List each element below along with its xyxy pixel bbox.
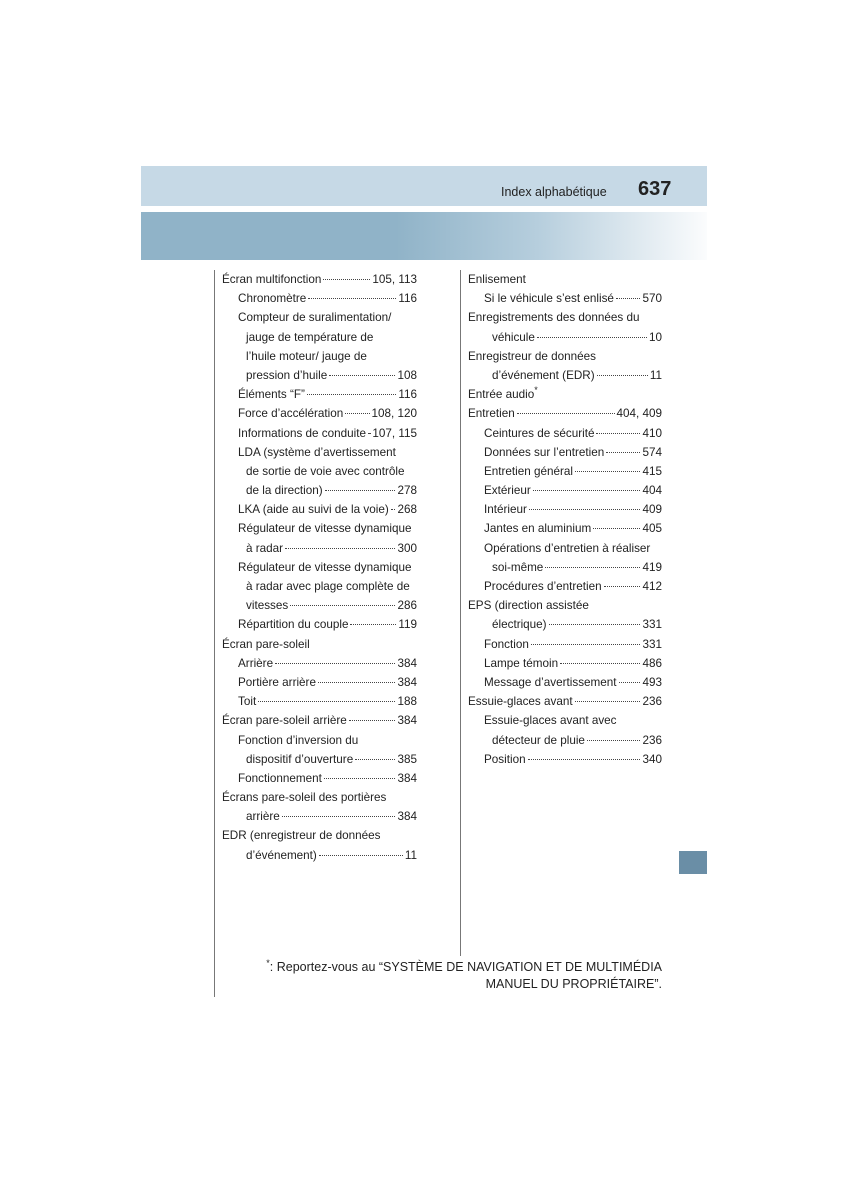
dot-leader: [368, 433, 370, 434]
index-entry: [222, 404, 417, 423]
dot-leader: [560, 663, 640, 664]
index-entry-page: 384: [397, 714, 417, 728]
index-entry-term: Entretien: [468, 407, 515, 421]
index-entry: [468, 731, 662, 750]
index-entry-term: détecteur de pluie: [492, 733, 585, 747]
dot-leader: [593, 528, 640, 529]
index-entry-page: 486: [642, 656, 662, 670]
index-entry-term: Régulateur de vitesse dynamique: [238, 560, 412, 574]
index-entry-term: Lampe témoin: [484, 656, 559, 670]
index-entry-page: 116: [398, 388, 417, 402]
index-entry: [222, 577, 417, 596]
index-entry-term: Écrans pare-soleil des portières: [222, 791, 387, 805]
index-entry: [222, 769, 417, 788]
index-entry-term: électrique): [492, 618, 547, 632]
dot-leader: [391, 509, 396, 510]
index-entry: [468, 385, 662, 404]
index-entry-term: LDA (système d’avertissement: [238, 445, 396, 459]
index-entry-term: EDR (enregistreur de données: [222, 829, 381, 843]
dot-leader: [597, 375, 648, 376]
index-entry-page: 384: [397, 656, 417, 670]
index-entry-page: 340: [642, 752, 662, 766]
index-entry-term: Enregistrements des données du: [468, 311, 640, 325]
index-entry: [468, 635, 662, 654]
dot-leader: [549, 624, 641, 625]
index-entry-term: de sortie de voie avec contrôle: [246, 464, 405, 478]
header-gradient-band: [141, 212, 707, 260]
index-entry-page: 331: [642, 618, 662, 632]
header-bar: [141, 166, 707, 206]
index-entry-page: 11: [649, 368, 662, 382]
index-entry-term: Informations de conduite: [238, 426, 366, 440]
index-entry-term: Procédures d’entretien: [484, 580, 602, 593]
dot-leader: [324, 778, 396, 779]
index-entry: [222, 481, 417, 500]
dot-leader: [537, 337, 647, 338]
footnote-line-1: [266, 960, 662, 974]
index-entry: [222, 270, 417, 289]
index-entry-term: Compteur de suralimentation/: [238, 311, 392, 325]
index-entry-term: Essuie-glaces avant: [468, 695, 573, 709]
index-entry-term: d’événement): [246, 848, 317, 862]
index-entry-page: 331: [642, 637, 662, 651]
index-entry: [468, 539, 662, 558]
index-entry: [468, 270, 662, 289]
index-entry-term: Fonction: [484, 637, 529, 651]
index-entry-page: 493: [642, 675, 662, 689]
index-entry-page: 415: [642, 464, 662, 478]
index-entry-term: l’huile moteur/ jauge de: [246, 349, 367, 363]
page-number: 637: [638, 178, 672, 200]
dot-leader: [355, 759, 395, 760]
index-entry-term: Intérieur: [484, 503, 527, 517]
dot-leader: [290, 605, 395, 606]
dot-leader: [619, 682, 641, 683]
index-entry: [468, 366, 662, 385]
index-entry-page: 188: [397, 695, 417, 709]
index-entry-term: Arrière: [238, 656, 274, 670]
index-entry-term: Opérations d’entretien à réaliser: [484, 541, 651, 555]
index-entry-term: Écran pare-soleil: [222, 637, 310, 651]
index-entry-term: véhicule: [492, 330, 535, 344]
index-entry-term: Fonctionnement: [238, 771, 322, 785]
index-entry-term: d’événement (EDR): [492, 368, 595, 382]
dot-leader: [349, 720, 396, 721]
column-divider: [460, 270, 461, 956]
index-entry: [468, 289, 662, 308]
index-entry-page: 268: [397, 503, 417, 517]
index-entry-term: LKA (aide au suivi de la voie): [238, 503, 389, 517]
index-entry-term: Écran multifonction: [222, 273, 322, 286]
index-entry-page: 404: [642, 484, 662, 498]
index-entry: [222, 788, 417, 807]
index-entry-term: Essuie-glaces avant avec: [484, 714, 617, 728]
index-entry: [222, 731, 417, 750]
dot-leader: [258, 701, 395, 702]
index-entry-page: 384: [397, 810, 417, 824]
dot-leader: [575, 701, 641, 702]
index-entry-term: Portière arrière: [238, 675, 316, 689]
index-entry: [468, 673, 662, 692]
dot-leader: [604, 586, 641, 587]
index-entry-term: Si le véhicule s’est enlisé: [484, 292, 614, 306]
footnote-line-2: MANUEL DU PROPRIÉTAIRE”.: [485, 977, 662, 991]
index-entry: [468, 692, 662, 711]
index-entry: [468, 462, 662, 481]
index-entry-page: 384: [397, 771, 417, 785]
index-entry-page: 412: [642, 580, 662, 593]
index-entry-term: dispositif d’ouverture: [246, 752, 354, 766]
index-entry-term: soi-même: [492, 560, 544, 574]
index-entry-term: de la direction): [246, 484, 323, 498]
dot-leader: [350, 624, 396, 625]
dot-leader: [616, 298, 641, 299]
index-entry: [468, 519, 662, 538]
index-entry-term: Éléments “F”: [238, 388, 305, 402]
index-entry: [222, 462, 417, 481]
dot-leader: [345, 413, 369, 414]
index-entry: [468, 443, 662, 462]
dot-leader: [575, 471, 640, 472]
index-entry: [468, 328, 662, 347]
dot-leader: [318, 682, 396, 683]
index-entry-term: Régulateur de vitesse dynamique: [238, 522, 412, 536]
index-entry: [222, 846, 417, 865]
index-entry-term: Enregistreur de données: [468, 349, 596, 363]
index-entry: [222, 289, 417, 308]
index-entry: [468, 711, 662, 730]
footnote-star: *: [266, 958, 270, 968]
dot-leader: [329, 375, 395, 376]
index-entry-term: Position: [484, 752, 526, 766]
index-entry-page: 300: [397, 541, 417, 555]
dot-leader: [587, 740, 641, 741]
index-entry-page: 278: [397, 484, 417, 498]
index-entry: [222, 385, 417, 404]
index-entry-term: Chronomètre: [238, 292, 307, 306]
index-entry-page: 404, 409: [616, 407, 662, 421]
dot-leader: [606, 452, 640, 453]
index-entry-page: 574: [642, 445, 662, 459]
dot-leader: [545, 567, 640, 568]
index-entry: [222, 500, 417, 519]
index-entry: [222, 366, 417, 385]
index-entry-page: 385: [397, 752, 417, 766]
index-entry: [468, 577, 662, 596]
dot-leader: [529, 509, 641, 510]
index-entry-page: 236: [642, 733, 662, 747]
index-entry: [222, 615, 417, 634]
index-entry-page: 11: [404, 848, 417, 862]
index-entry: [468, 308, 662, 327]
dot-leader: [285, 548, 395, 549]
index-entry-term: Répartition du couple: [238, 618, 349, 632]
dot-leader: [596, 433, 640, 434]
dot-leader: [325, 490, 396, 491]
index-entry-page: 116: [398, 292, 417, 306]
index-entry-page: 384: [397, 675, 417, 689]
section-title: Index alphabétique: [501, 185, 607, 199]
dot-leader: [533, 490, 641, 491]
index-entry: [468, 500, 662, 519]
index-entry: [222, 328, 417, 347]
index-entry: [468, 558, 662, 577]
index-column-right: [468, 270, 662, 769]
index-entry: [468, 481, 662, 500]
index-entry-term: Entrée audio: [468, 388, 535, 402]
index-entry-page: 405: [642, 522, 662, 536]
index-entry-page: 107, 115: [372, 426, 417, 440]
footnote-text-1: : Reportez-vous au “SYSTÈME DE NAVIGATION ET DE MULTIMÉDIA: [269, 960, 662, 974]
index-entry-page: 105, 113: [372, 273, 417, 286]
index-entry-term: Fonction d’inversion du: [238, 733, 359, 747]
index-entry-term: vitesses: [246, 599, 289, 613]
dot-leader: [528, 759, 641, 760]
index-entry-term: Données sur l’entretien: [484, 445, 605, 459]
index-entry: [222, 443, 417, 462]
index-entry-page: 409: [642, 503, 662, 517]
dot-leader: [531, 644, 641, 645]
index-entry: [468, 404, 662, 423]
index-entry: [222, 826, 417, 845]
index-entry: [468, 615, 662, 634]
index-entry: [222, 424, 417, 443]
dot-leader: [282, 816, 396, 817]
index-entry-term: à radar avec plage complète de: [246, 580, 410, 593]
index-entry-page: 570: [642, 292, 662, 306]
index-entry: [222, 519, 417, 538]
index-entry-page: 419: [642, 560, 662, 574]
index-entry-page: 119: [398, 618, 417, 632]
index-entry-term: pression d’huile: [246, 368, 328, 382]
index-entry-term: Ceintures de sécurité: [484, 426, 595, 440]
dot-leader: [319, 855, 403, 856]
index-entry-page: 286: [397, 599, 417, 613]
index-entry: [222, 692, 417, 711]
index-entry: [468, 596, 662, 615]
index-entry: [222, 635, 417, 654]
index-entry: [222, 347, 417, 366]
index-entry-term: Jantes en aluminium: [484, 522, 592, 536]
index-entry: [468, 424, 662, 443]
index-entry-term: Message d’avertissement: [484, 675, 617, 689]
index-entry-term: Toit: [238, 695, 257, 709]
index-entry-term: Écran pare-soleil arrière: [222, 714, 347, 728]
index-entry-page: 10: [648, 330, 662, 344]
footnote-star-marker: *: [534, 385, 538, 396]
index-entry: [222, 673, 417, 692]
dot-leader: [323, 279, 370, 280]
left-margin-rule: [214, 270, 215, 997]
dot-leader: [307, 394, 396, 395]
index-entry-term: Entretien général: [484, 464, 574, 478]
index-entry-page: 236: [642, 695, 662, 709]
index-entry-term: EPS (direction assistée: [468, 599, 589, 613]
index-entry: [222, 654, 417, 673]
index-entry: [468, 347, 662, 366]
index-entry: [222, 711, 417, 730]
index-entry-term: Enlisement: [468, 273, 526, 286]
index-entry: [468, 750, 662, 769]
dot-leader: [275, 663, 395, 664]
index-entry-page: 410: [642, 426, 662, 440]
index-entry-term: Extérieur: [484, 484, 531, 498]
index-entry: [222, 750, 417, 769]
index-entry-term: arrière: [246, 810, 280, 824]
section-tab-marker: [679, 851, 707, 874]
index-entry-term: Force d’accélération: [238, 407, 344, 421]
index-entry: [222, 539, 417, 558]
index-entry: [222, 308, 417, 327]
index-entry-term: à radar: [246, 541, 284, 555]
index-entry: [222, 807, 417, 826]
index-entry: [468, 654, 662, 673]
dot-leader: [517, 413, 615, 414]
dot-leader: [308, 298, 396, 299]
index-entry-page: 108, 120: [371, 407, 417, 421]
index-entry: [222, 596, 417, 615]
index-entry-page: 108: [397, 368, 417, 382]
index-column-left: [222, 270, 417, 865]
index-entry: [222, 558, 417, 577]
index-entry-term: jauge de température de: [246, 330, 374, 344]
